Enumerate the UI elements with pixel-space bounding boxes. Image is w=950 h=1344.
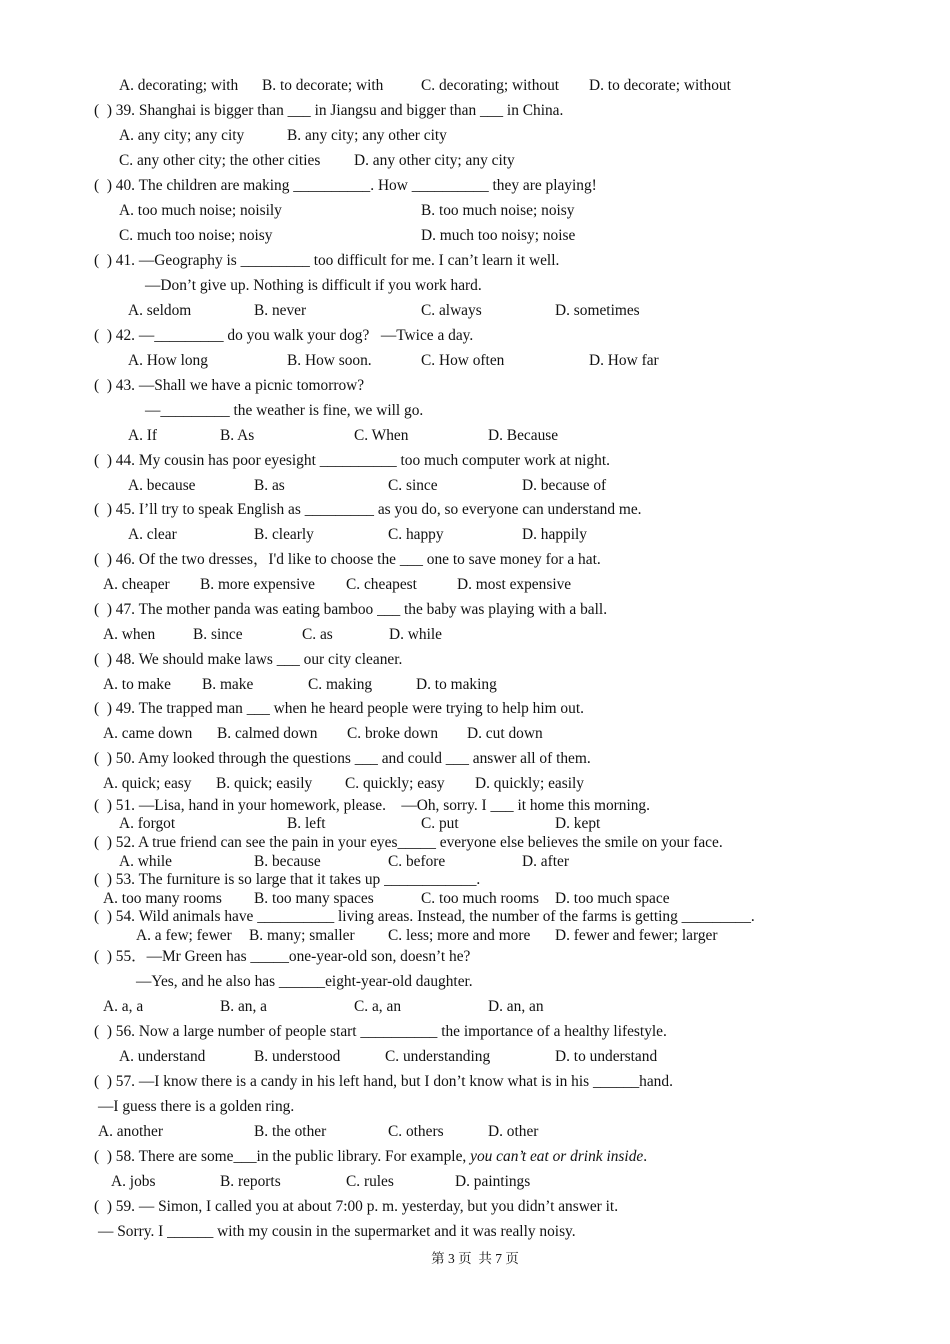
q48-option-b: B. make [202,676,254,693]
q38-option-d: D. to decorate; without [589,77,731,94]
q57-stem-reply: —I guess there is a golden ring. [98,1098,295,1115]
q55-stem: ( ) 55．—Mr Green has _____one-year-old son, doesn’t he? [94,948,471,965]
q49-option-b: B. calmed down [217,725,318,742]
q39-option-d: D. any other city; any city [354,152,515,169]
q52-option-a: A. while [119,853,173,870]
q49-option-c: C. broke down [347,725,439,742]
q58-option-c: C. rules [346,1173,394,1190]
q51-option-a: A. forgot [119,815,176,832]
q55-option-d: D. an, an [488,998,544,1015]
q42-option-b: B. How soon. [287,352,372,369]
q53-option-b: B. too many spaces [254,890,374,907]
q46-option-c: C. cheapest [346,576,417,593]
q57-option-d: D. other [488,1123,539,1140]
q47-option-c: C. as [302,626,333,643]
q43-option-a: A. If [128,427,158,444]
q45-option-b: B. clearly [254,526,314,543]
q53-option-a: A. too many rooms [103,890,222,907]
q46-option-b: B. more expensive [200,576,315,593]
q52-option-d: D. after [522,853,569,870]
q49-option-d: D. cut down [467,725,543,742]
q47-option-a: A. when [103,626,156,643]
q41-option-d: D. sometimes [555,302,640,319]
q48-stem: ( ) 48. We should make laws ___ our city cleaner. [94,651,403,668]
q39-stem: ( ) 39. Shanghai is bigger than ___ in Jiangsu and bigger than ___ in China. [94,102,564,119]
q41-stem-reply: —Don’t give up. Nothing is difficult if you work hard. [145,277,482,294]
q40-option-c: C. much too noise; noisy [119,227,273,244]
q42-option-d: D. How far [589,352,659,369]
q52-stem: ( ) 52. A true friend can see the pain in your eyes_____ everyone else believes the smile on your face. [94,834,723,851]
q58-stem-end: . [643,1148,648,1165]
q57-option-c: C. others [388,1123,444,1140]
q56-option-b: B. understood [254,1048,341,1065]
q45-option-c: C. happy [388,526,444,543]
q52-option-b: B. because [254,853,321,870]
q47-option-d: D. while [389,626,443,643]
q45-option-d: D. happily [522,526,587,543]
q55-option-c: C. a, an [354,998,402,1015]
q43-option-c: C. When [354,427,409,444]
q53-option-d: D. too much space [555,890,670,907]
q38-option-c: C. decorating; without [421,77,560,94]
q45-stem: ( ) 45. I’ll try to speak English as _________ as you do, so everyone can understand me. [94,501,642,518]
q56-option-c: C. understanding [385,1048,491,1065]
q43-option-b: B. As [220,427,255,444]
q46-option-a: A. cheaper [103,576,170,593]
q54-option-a: A. a few; fewer [136,927,232,944]
q56-option-d: D. to understand [555,1048,658,1065]
q39-option-c: C. any other city; the other cities [119,152,321,169]
q45-option-a: A. clear [128,526,177,543]
q53-option-c: C. too much rooms [421,890,539,907]
q51-option-d: D. kept [555,815,601,832]
q41-stem: ( ) 41. —Geography is _________ too difficult for me. I can’t learn it well. [94,252,560,269]
q52-option-c: C. before [388,853,446,870]
q44-option-d: D. because of [522,477,607,494]
q58-stem [94,1148,647,1166]
q42-stem: ( ) 42. —_________ do you walk your dog? —Twice a day. [94,327,474,344]
q55-option-b: B. an, a [220,998,268,1015]
q53-stem: ( ) 53. The furniture is so large that it takes up ____________. [94,871,481,888]
q47-stem: ( ) 47. The mother panda was eating bamboo ___ the baby was playing with a ball. [94,601,608,618]
page-footer: 第 3 页 共 7 页 [431,1251,519,1266]
q51-option-c: C. put [421,815,459,832]
q50-option-b: B. quick; easily [216,775,313,792]
q40-option-b: B. too much noise; noisy [421,202,575,219]
q59-stem-reply: — Sorry. I ______ with my cousin in the supermarket and it was really noisy. [98,1223,576,1240]
q39-option-b: B. any city; any other city [287,127,447,144]
q58-option-a: A. jobs [111,1173,156,1190]
q43-option-d: D. Because [488,427,559,444]
q59-stem: ( ) 59. — Simon, I called you at about 7:00 p. m. yesterday, but you didn’t answer it. [94,1198,619,1215]
q44-option-a: A. because [128,477,196,494]
q46-stem: ( ) 46. Of the two dresses，I'd like to choose the ___ one to save money for a hat. [94,551,601,568]
q58-stem-text: ( ) 58. There are some___in the public library. For example, [94,1148,471,1165]
q47-option-b: B. since [193,626,243,643]
q56-option-a: A. understand [119,1048,206,1065]
q42-option-a: A. How long [128,352,208,369]
q54-option-b: B. many; smaller [249,927,355,944]
q40-option-a: A. too much noise; noisily [119,202,282,219]
q48-option-d: D. to making [416,676,497,693]
q41-option-a: A. seldom [128,302,192,319]
q51-option-b: B. left [287,815,326,832]
q55-option-a: A. a, a [103,998,144,1015]
q49-stem: ( ) 49. The trapped man ___ when he heard people were trying to help him out. [94,700,584,717]
q56-stem: ( ) 56. Now a large number of people start __________ the importance of a healthy lifestyle. [94,1023,667,1040]
q40-stem: ( ) 40. The children are making __________. How __________ they are playing! [94,177,597,194]
q39-option-a: A. any city; any city [119,127,245,144]
q38-option-a: A. decorating; with [119,77,239,94]
q41-option-b: B. never [254,302,307,319]
q38-option-b: B. to decorate; with [262,77,384,94]
q50-option-d: D. quickly; easily [475,775,584,792]
q46-option-d: D. most expensive [457,576,572,593]
q50-option-c: C. quickly; easy [345,775,445,792]
q51-stem: ( ) 51. —Lisa, hand in your homework, please. —Oh, sorry. I ___ it home this morning. [94,797,650,814]
q44-option-b: B. as [254,477,285,494]
q44-stem: ( ) 44. My cousin has poor eyesight __________ too much computer work at night. [94,452,610,469]
q42-option-c: C. How often [421,352,505,369]
q50-stem: ( ) 50. Amy looked through the questions ___ and could ___ answer all of them. [94,750,591,767]
q40-option-d: D. much too noisy; noise [421,227,576,244]
q43-stem-reply: —_________ the weather is fine, we will go. [145,402,424,419]
q41-option-c: C. always [421,302,482,319]
q54-stem: ( ) 54. Wild animals have __________ living areas. Instead, the number of the farms is getting _________. [94,908,755,925]
q55-stem-reply: —Yes, and he also has ______eight-year-old daughter. [136,973,473,990]
q58-option-b: B. reports [220,1173,281,1190]
q54-option-d: D. fewer and fewer; larger [555,927,718,944]
q57-option-a: A. another [98,1123,163,1140]
q48-option-c: C. making [308,676,373,693]
q57-stem: ( ) 57. —I know there is a candy in his left hand, but I don’t know what is in his ______hand. [94,1073,673,1090]
q50-option-a: A. quick; easy [103,775,192,792]
q44-option-c: C. since [388,477,438,494]
q57-option-b: B. the other [254,1123,327,1140]
q49-option-a: A. came down [103,725,193,742]
q58-option-d: D. paintings [455,1173,531,1190]
q48-option-a: A. to make [103,676,171,693]
q54-option-c: C. less; more and more [388,927,531,944]
q58-stem-italic: you can’t eat or drink inside [470,1148,644,1165]
q43-stem: ( ) 43. —Shall we have a picnic tomorrow? [94,377,365,394]
